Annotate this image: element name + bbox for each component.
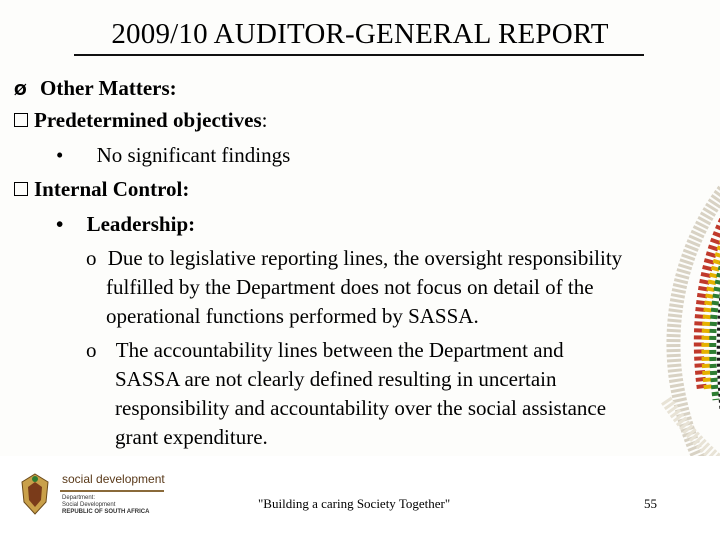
other-matters-text: Other Matters:	[40, 76, 177, 100]
sub-item-2-line-2: SASSA are not clearly defined resulting in uncertain	[115, 367, 557, 391]
coat-of-arms-icon	[18, 472, 52, 516]
slide-title: 2009/10 AUDITOR-GENERAL REPORT	[111, 18, 609, 50]
leadership-text: Leadership:	[86, 212, 196, 236]
predetermined-label: Predetermined objectives	[34, 108, 262, 132]
dept-line-2: Social Development	[62, 502, 116, 508]
title-underline	[74, 54, 644, 56]
arrow-bullet-icon: Ø	[14, 81, 27, 99]
footer-slogan: "Building a caring Society Together"	[258, 496, 451, 511]
sub-item-2-line-3: responsibility and accountability over the social assistance	[115, 396, 607, 420]
bullet-no-findings	[56, 143, 290, 167]
bead-band-colored	[699, 220, 720, 410]
square-bullet-icon	[14, 113, 28, 127]
sub-item-1-line-3: operational functions performed by SASSA.	[106, 304, 479, 328]
dot-bullet-icon: •	[56, 143, 64, 167]
predetermined-colon: :	[261, 108, 268, 132]
brand-divider	[60, 490, 164, 492]
circle-bullet-icon: o	[86, 338, 97, 362]
sub-item-1-line-2: fulfilled by the Department does not focus on detail of the	[106, 275, 594, 299]
square-bullet-icon	[14, 182, 28, 196]
sub-item-2-text: The accountability lines between the Department and	[115, 338, 564, 362]
bullet-leadership	[56, 212, 195, 236]
dot-bullet-icon: •	[56, 212, 64, 236]
sub-item-1-text: Due to legislative reporting lines, the oversight responsibility	[107, 246, 623, 270]
department-block	[62, 495, 149, 516]
dept-line-1: Department:	[62, 495, 96, 501]
bullet-predetermined	[14, 108, 267, 132]
page-number: 55	[644, 496, 657, 511]
circle-bullet-icon: o	[86, 246, 97, 270]
no-findings-text: No significant findings	[96, 143, 291, 167]
bullet-other-matters	[14, 76, 177, 102]
brand-name: social development	[62, 472, 165, 486]
bullet-internal-control	[14, 177, 189, 201]
internal-control-text: Internal Control:	[34, 177, 190, 201]
sub-item-2-line-1	[86, 338, 564, 362]
sub-item-1-line-1	[86, 246, 622, 270]
sub-item-2-line-4: grant expenditure.	[115, 425, 268, 449]
dept-line-3: REPUBLIC OF SOUTH AFRICA	[62, 509, 150, 515]
